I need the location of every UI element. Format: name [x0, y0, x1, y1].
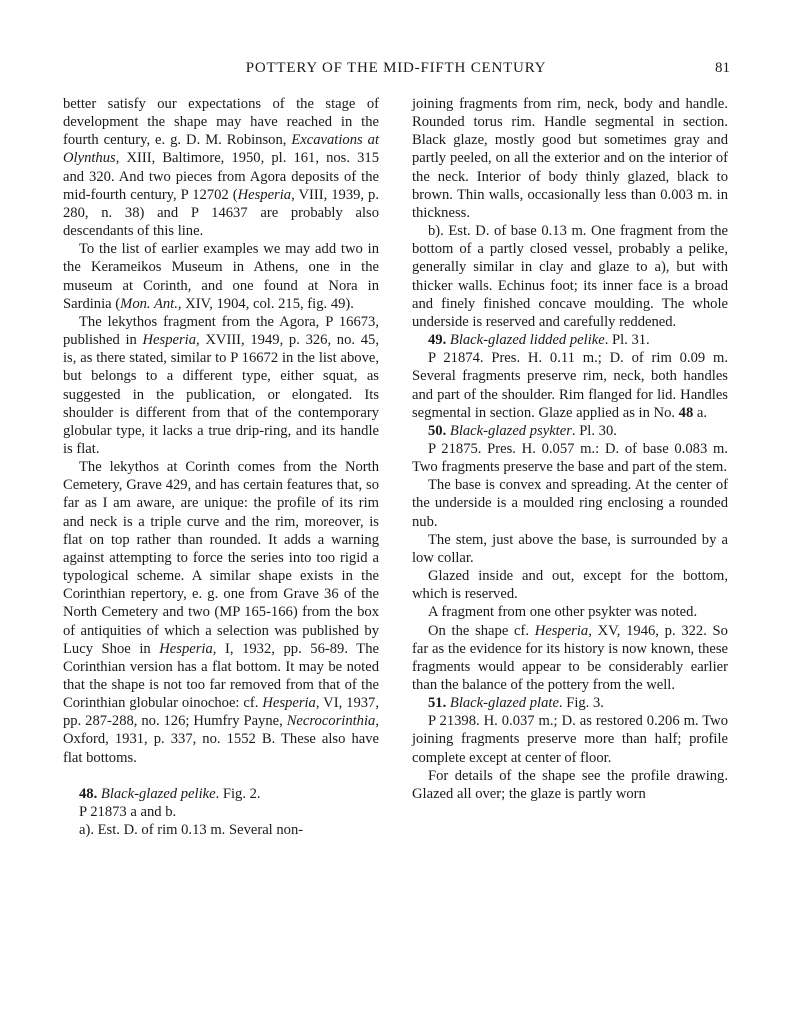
paragraph: a). Est. D. of rim 0.13 m. Several non- [79, 822, 304, 839]
paragraph: On the shape cf. Hesperia, XV, 1946, p. 322. So far as the evidence for its history is now known, these fragments would appear to be considerably earlier than the balance of the pottery from the well. [412, 622, 728, 693]
paragraph: The lekythos fragment from the Agora, P 16673, published in Hesperia, XVIII, 1949, p. 326, no. 45, is, as there stated, similar to P 16672 in the list above, but belongs to a different type, either squat, as suggested in the publication, or elongated. Its shoulder is different from that of the contemporary globular type, it lacks a true drip-ring, and its handle is flat. [63, 313, 379, 457]
page-number: 81 [715, 60, 730, 76]
left-column [63, 95, 379, 839]
paragraph: joining fragments from rim, neck, body and handle. Rounded torus rim. Handle segmental in section. Black glaze, mostly good but sometimes gray and partly peeled, on all the exterior and on the interior of the neck. Interior of body thinly glazed, black to brown. Thin walls, occasionally less than 0.003 m. in thickness. [412, 96, 728, 221]
running-header [0, 58, 792, 82]
running-title: POTTERY OF THE MID-FIFTH CENTURY [245, 60, 547, 76]
catalogue-entry-49-heading: 49. Black-glazed lidded pelike. Pl. 31. [428, 332, 650, 349]
paragraph: The stem, just above the base, is surrounded by a low collar. [412, 531, 728, 566]
paragraph: Glazed inside and out, except for the bottom, which is reserved. [412, 568, 728, 603]
paragraph: To the list of earlier examples we may add two in the Kerameikos Museum in Athens, one in the museum at Corinth, and one found at Nora in Sardinia (Mon. Ant., XIV, 1904, col. 215, fig. 49). [63, 241, 379, 312]
paragraph: The base is convex and spreading. At the center of the underside is a moulded ring enclosing a rounded nub. [412, 477, 728, 530]
paragraph: better satisfy our expectations of the stage of development the shape may have reached in the fourth century, e. g. D. M. Robinson, Excavations at Olynthus, XIII, Baltimore, 1950, pl. 161, nos. 315 and 320. And two pieces from Agora deposits of the mid-fourth century, P 12702 (Hesperia, VIII, 1939, p. 280, n. 38) and P 14637 are probably also descendants of this line. [63, 96, 379, 240]
catalogue-entry-51-heading: 51. Black-glazed plate. Fig. 3. [428, 695, 604, 712]
paragraph: The lekythos at Corinth comes from the North Cemetery, Grave 429, and has certain features that, so far as I am aware, are unique: the profile of its rim and neck is a triple curve and the rim, moreover, is flat on top rather than rounded. It adds a warning against attempting to force the series into too rigid a typological scheme. A similar shape exists in the Corinthian repertory, e. g. one from Grave 36 of the North Cemetery and two (MP 165-166) from the box of antiquities of which a selection was published by Lucy Shoe in Hesperia, I, 1932, pp. 56-89. The Corinthian version has a flat bottom. It may be noted that the shape is not too far removed from that of the Corinthian globular oinochoe: cf. Hesperia, VI, 1937, pp. 287-288, no. 126; Humfry Payne, Necrocorinthia, Oxford, 1931, p. 337, no. 1552 B. These also have flat bottoms. [63, 459, 379, 766]
paragraph: P 21873 a and b. [79, 803, 177, 820]
right-column [412, 95, 728, 803]
paragraph: P 21875. Pres. H. 0.057 m.: D. of base 0.083 m. Two fragments preserve the base and part of the stem. [412, 440, 728, 476]
paragraph: P 21874. Pres. H. 0.11 m.; D. of rim 0.09 m. Several fragments preserve rim, neck, both handles and part of the shoulder. Rim flanged for lid. Handles segmental in section. Glaze applied as in No. 48 a. [412, 350, 728, 421]
paragraph: For details of the shape see the profile drawing. Glazed all over; the glaze is partly worn [412, 767, 728, 802]
paragraph: A fragment from one other psykter was noted. [428, 604, 698, 621]
catalogue-entry-48-heading: 48. Black-glazed pelike. Fig. 2. [79, 785, 261, 802]
paragraph: P 21398. H. 0.037 m.; D. as restored 0.206 m. Two joining fragments preserve more than half; profile complete except at center of floor. [412, 713, 728, 766]
paragraph: b). Est. D. of base 0.13 m. One fragment from the bottom of a partly closed vessel, probably a pelike, generally similar in clay and glaze to a), but with thicker walls. Echinus foot; its inner face is a broad and finely finished concave moulding. The whole underside is reserved and carefully reddened. [412, 223, 728, 330]
catalogue-entry-50-heading: 50. Black-glazed psykter. Pl. 30. [428, 422, 617, 439]
